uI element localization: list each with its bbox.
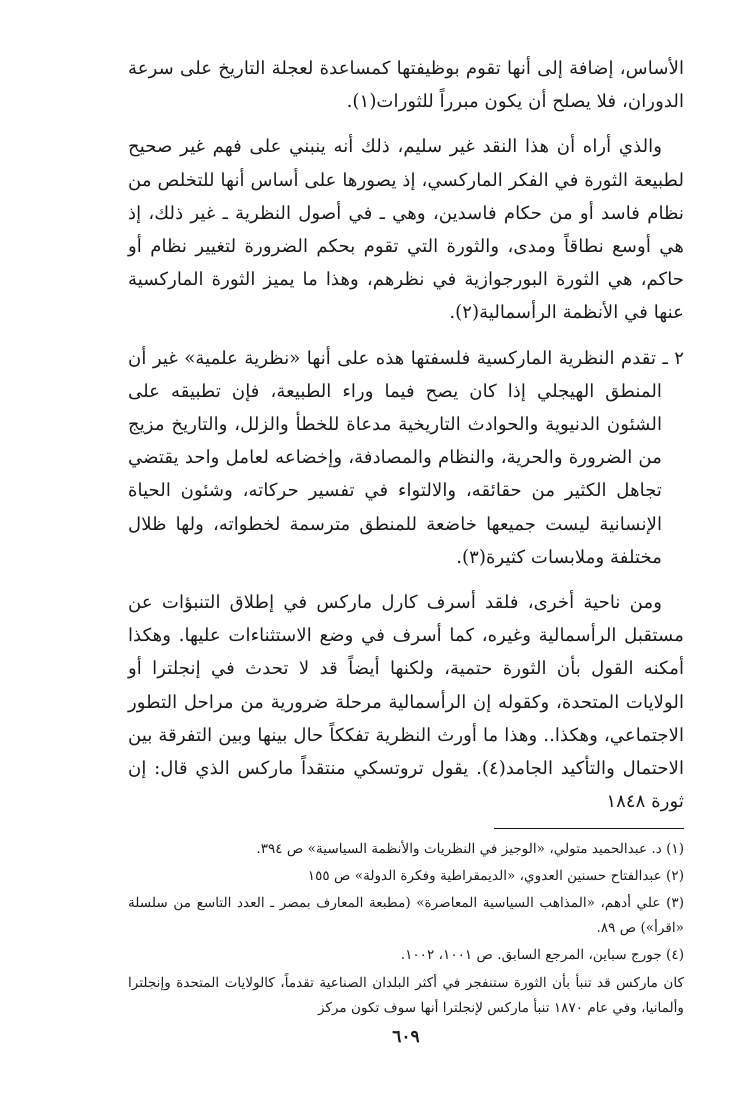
page-number: ٦٠٩ <box>392 1027 420 1048</box>
footnote-4: (٤) جورج سباين، المرجع السابق. ص ١٠٠١، ١٠٠٢. <box>400 946 684 963</box>
footnote-2: (٢) عبدالفتاح حسنين العدوي، «الديمقراطية وفكرة الدولة» ص ١٥٥ <box>307 868 684 885</box>
footnote-divider <box>494 828 684 829</box>
footnote-4-continuation: كان ماركس قد تنبأ بأن الثورة ستنفجر في أكثر البلدان الصناعية تقدماً، كالولايات المتحدة وإنجلترا وألمانيا، وفي عام ١٨٧٠ تنبأ ماركس لإنجلترا أنها سوف تكون مركز <box>128 975 684 1017</box>
paragraph-critique: والذي أراه أن هذا النقد غير سليم، ذلك أنه ينبني على فهم غير صحيح لطبيعة الثورة في الفكر الماركسي، إذ يصورها على أساس أنها للتخلص من نظام فاسد أو من حكام فاسدين، وهي ـ في أصول النظرية ـ غير ذلك، إذ هي أوسع نطاقاً ومدى، والثورة التي تقوم بحكم الضرورة لتغيير نظام أو حاكم، هي الثورة البورجوازية في نظرهم، وهذا ما يميز الثورة الماركسية عنها في الأنظمة الرأسمالية(٢). <box>128 136 684 324</box>
paragraph-continuation: الأساس، إضافة إلى أنها تقوم بوظيفتها كمساعدة لعجلة التاريخ على سرعة الدوران، فلا يصلح أن يكون مبرراً للثورات(١). <box>128 58 684 113</box>
paragraph-marx-predictions: ومن ناحية أخرى، فلقد أسرف كارل ماركس في إطلاق التنبؤات عن مستقبل الرأسمالية وغيره، كما أسرف في وضع الاستثناءات عليها. وهكذا أمكنه القول بأن الثورة حتمية، ولكنها أيضاً قد لا تحدث في إنجلترا أو الولايات المتحدة، وكقوله إن الرأسمالية مرحلة ضرورية من مراحل التطور الاجتماعي، وهكذا.. وهذا ما أورث النظرية تفككاً حال بينها وبين التفرقة بين الاحتمال والتأكيد الجامد(٤). يقول تروتسكي منتقداً ماركس الذي قال: إن ثورة ١٨٤٨ <box>128 592 684 813</box>
book-page <box>128 52 684 1047</box>
paragraph-point-2: ٢ ـ تقدم النظرية الماركسية فلسفتها هذه على أنها «نظرية علمية» غير أن المنطق الهيجلي إذا كان يصح فيما وراء الطبيعة، فإن تطبيقه على الشئون الدنيوية والحوادث التاريخية مدعاة للخطأ والزلل، والتاريخ مزيج من الضرورة والحرية، والنظام والمصادفة، وإخضاعه لعامل واحد يقتضي تجاهل الكثير من حقائقه، والالتواء في تفسير حركاته، وشئون الحياة الإنسانية ليست جميعها خاضعة للمنطق مترسمة لخطواته، ولها ظلال مختلفة وملابسات كثيرة(٣). <box>128 347 684 568</box>
footnote-3: (٣) علي أدهم، «المذاهب السياسية المعاصرة» (مطبعة المعارف بمصر ـ العدد التاسع من سلسلة «اقرأ») ص ٨٩. <box>128 895 684 936</box>
footnote-1: (١) د. عبدالحميد متولي، «الوجيز في النظريات والأنظمة السياسية» ص ٣٩٤. <box>256 841 684 858</box>
footnotes-section <box>128 837 684 1021</box>
